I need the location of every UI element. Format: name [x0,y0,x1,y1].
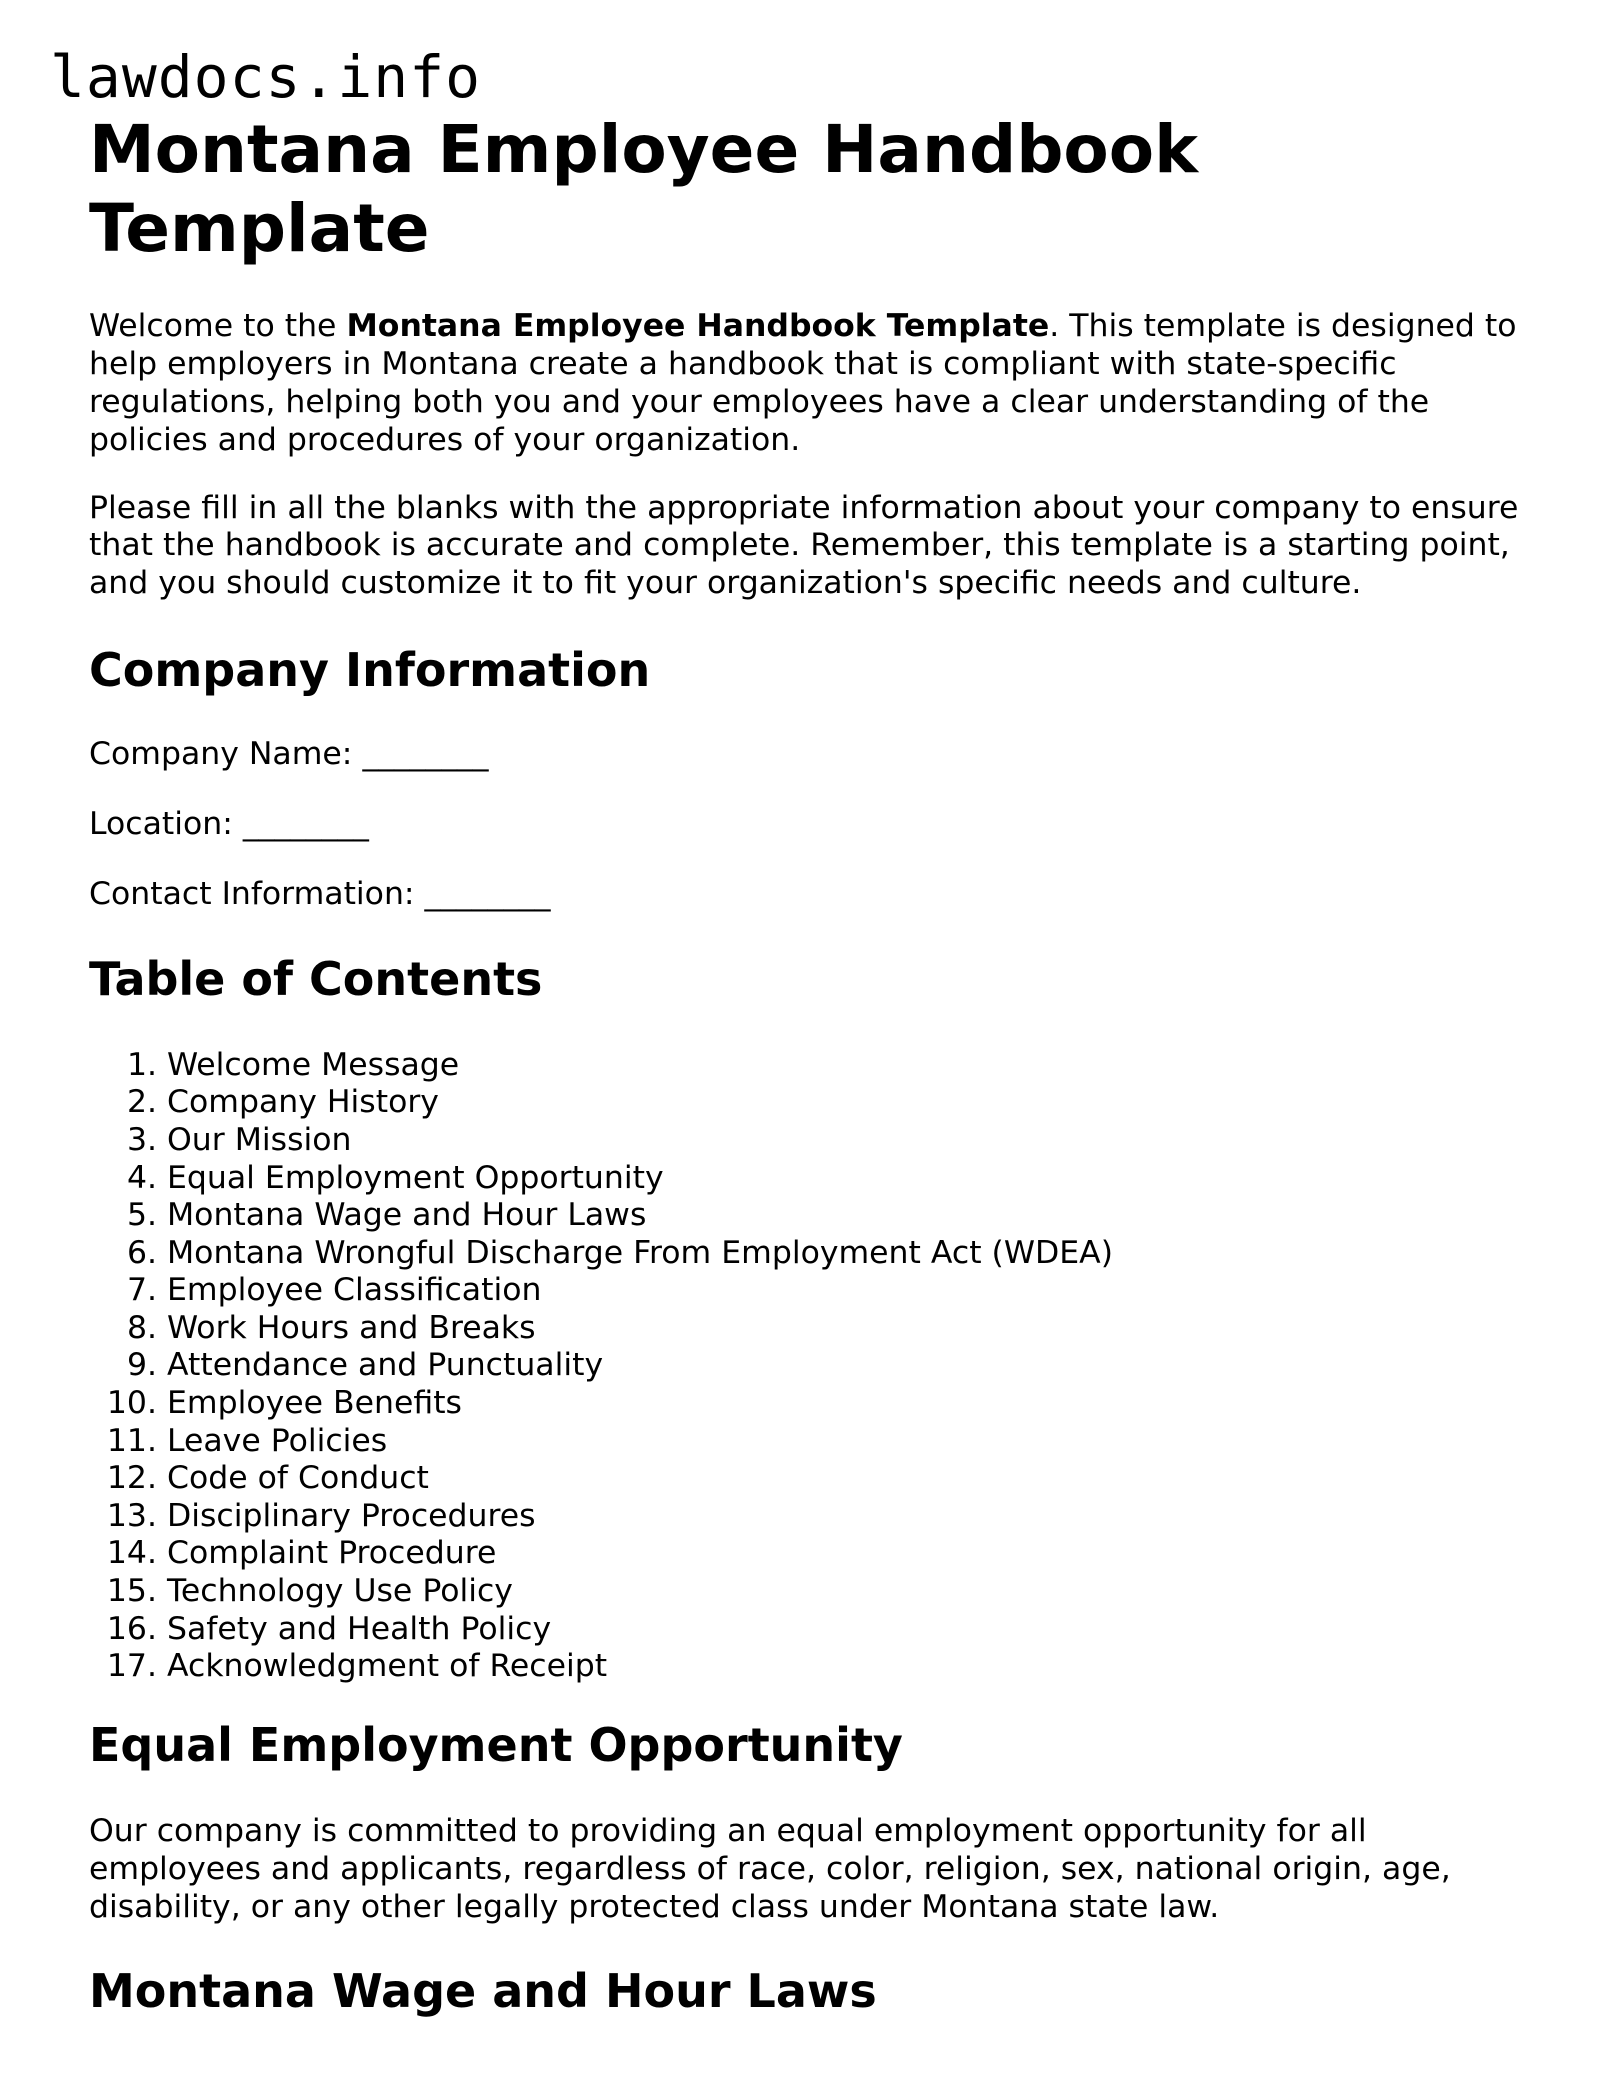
toc-item [89,1573,1529,1611]
toc-item-label: Code of Conduct [167,1460,429,1497]
contact-information-blank[interactable]: ________ [424,875,551,912]
toc-item-label: Acknowledgment of Receipt [167,1648,608,1685]
company-name-blank[interactable]: ________ [362,736,489,773]
location-blank[interactable]: ________ [242,805,369,842]
toc-item [89,1084,1529,1122]
toc-item-label: Employee Benefits [167,1385,462,1422]
toc-item-label: Complaint Procedure [167,1535,497,1572]
toc-item [89,1310,1529,1348]
location-field [89,806,1529,844]
toc-item [89,1498,1529,1536]
toc-item-label: Montana Wrongful Discharge From Employment Act (WDEA) [167,1234,1113,1271]
toc-item-number: 2. [126,1084,157,1121]
company-name-field [89,736,1529,774]
toc-item [89,1423,1529,1461]
intro-suffix: . This template is designed to help employers in Montana create a handbook that is compliant with state-specific regulations, helping both you and your employees have a clear understanding of the policies and procedures of your organization. [89,308,1517,458]
eeo-heading: Equal Employment Opportunity [89,1717,903,1772]
toc-item-number: 15. [106,1573,157,1610]
toc-item-number: 3. [126,1121,157,1158]
toc-item [89,1122,1529,1160]
contact-information-label: Contact Information: [89,875,415,912]
toc-item-label: Technology Use Policy [167,1573,513,1610]
toc-item-number: 11. [106,1422,157,1459]
toc-item [89,1160,1529,1198]
toc-item-number: 4. [126,1159,157,1196]
toc-item [89,1648,1529,1686]
document-content [89,110,1529,2020]
toc-item-number: 17. [106,1648,157,1685]
toc-item-label: Attendance and Punctuality [167,1347,604,1384]
toc-item [89,1460,1529,1498]
toc-item-label: Montana Wage and Hour Laws [167,1197,647,1234]
toc-item-label: Work Hours and Breaks [167,1309,536,1346]
toc-item [89,1272,1529,1310]
toc-item [89,1611,1529,1649]
toc-item-label: Leave Policies [167,1422,388,1459]
toc-item-number: 13. [106,1497,157,1534]
location-label: Location: [89,805,233,842]
instructions-paragraph: Please fill in all the blanks with the appropriate information about your company to ensure that the handbook is accurate and complete. Remember, this template is a starting point, and you should customize it to fit your organization's specific needs and culture. [89,489,1519,602]
toc-item [89,1347,1529,1385]
company-name-label: Company Name: [89,736,353,773]
intro-paragraph [89,308,1529,459]
toc-item [89,1047,1529,1085]
toc-item [89,1235,1529,1273]
toc-list [89,1047,1529,1686]
toc-item [89,1385,1529,1423]
toc-item-label: Safety and Health Policy [167,1610,552,1647]
toc-item-number: 16. [106,1610,157,1647]
toc-item-number: 14. [106,1535,157,1572]
toc-item [89,1197,1529,1235]
toc-item-label: Our Mission [167,1121,352,1158]
toc-item-number: 7. [126,1272,157,1309]
toc-item-number: 10. [106,1385,157,1422]
intro-prefix: Welcome to the [89,308,347,345]
toc-item-number: 8. [126,1309,157,1346]
toc-item-label: Equal Employment Opportunity [167,1159,664,1196]
contact-information-field [89,876,1529,914]
toc-item-number: 6. [126,1234,157,1271]
toc-item-number: 5. [126,1197,157,1234]
page-title: Montana Employee Handbook Template [89,111,1199,268]
toc-item [89,1535,1529,1573]
toc-item-label: Company History [167,1084,439,1121]
toc-item-label: Welcome Message [167,1046,460,1083]
toc-item-label: Disciplinary Procedures [167,1497,536,1534]
toc-heading: Table of Contents [89,951,543,1006]
intro-bold-title: Montana Employee Handbook Template [346,308,1050,345]
toc-item-label: Employee Classification [167,1272,542,1309]
eeo-paragraph: Our company is committed to providing an equal employment opportunity for all employees and applicants, regardless of race, color, religion, sex, national origin, age, disability, or any other legally protected class under Montana state law. [89,1813,1451,1925]
wage-hour-heading: Montana Wage and Hour Laws [89,1964,877,2019]
toc-item-number: 9. [126,1347,157,1384]
company-info-heading: Company Information [89,642,651,697]
toc-item-number: 1. [126,1046,157,1083]
site-logo[interactable]: lawdocs.info [50,43,482,111]
toc-item-number: 12. [106,1460,157,1497]
